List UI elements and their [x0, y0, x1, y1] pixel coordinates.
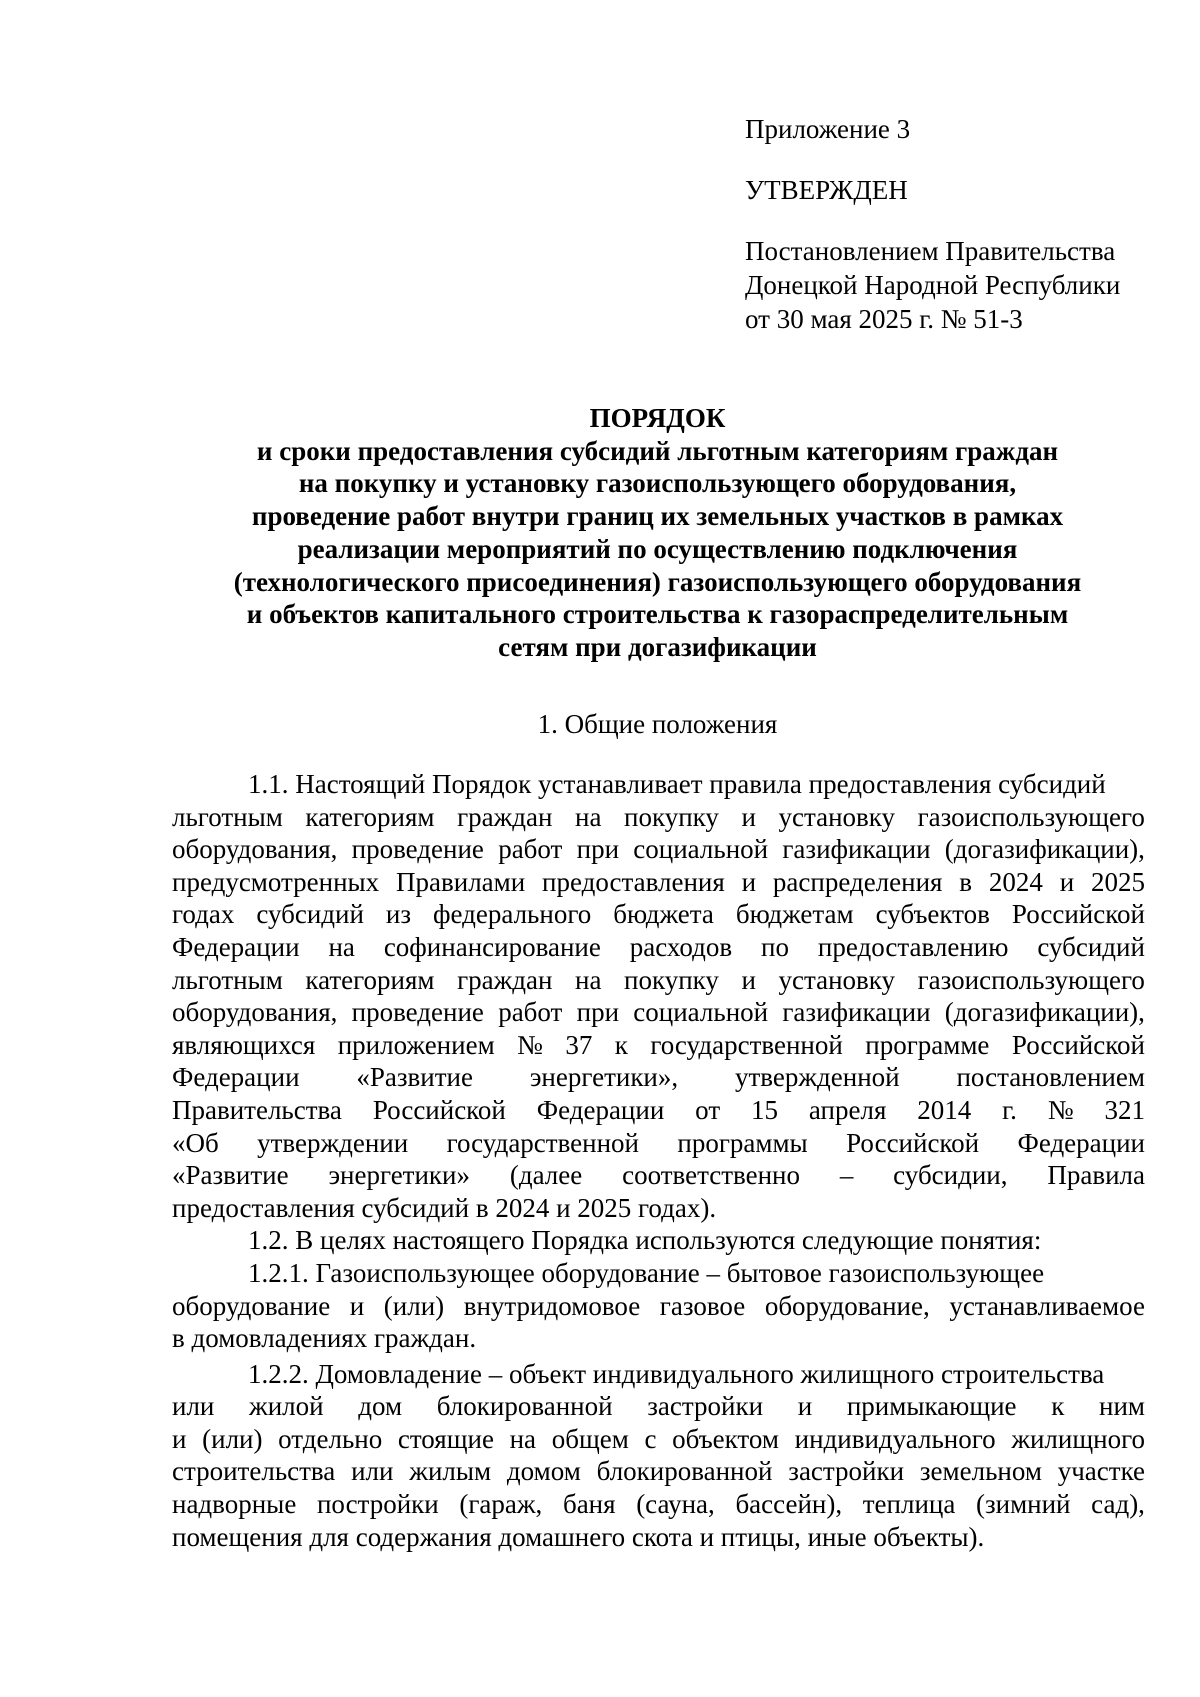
- title-line: и объектов капитального строительства к газораспределительным: [246, 599, 1069, 630]
- paragraph-line: 1.2.2. Домовладение – объект индивидуального жилищного строительства: [248, 1358, 1105, 1389]
- paragraph-line: [172, 833, 1145, 866]
- word: 321: [1104, 1094, 1145, 1125]
- paragraph-1-2: 1.2. В целях настоящего Порядка используются следующие понятия:: [248, 1225, 1042, 1256]
- word: апреля: [808, 1094, 887, 1125]
- word: №: [517, 1029, 543, 1060]
- word: 2014: [917, 1094, 972, 1125]
- word: внутридомовое: [463, 1290, 641, 1321]
- word: Правительства: [172, 1094, 342, 1125]
- decree-line: от 30 мая 2025 г. № 51-3: [745, 304, 1023, 334]
- word: 2025: [1090, 866, 1145, 897]
- word: и: [741, 866, 757, 897]
- word: государственной: [446, 1127, 640, 1158]
- word: расходов: [629, 931, 733, 962]
- word: Федерации: [172, 931, 300, 962]
- word: на: [575, 964, 602, 995]
- paragraph-1-2-2: [172, 1358, 1145, 1554]
- word: блокированной: [596, 1456, 773, 1487]
- word: по: [761, 931, 789, 962]
- word: жилой: [249, 1391, 324, 1422]
- word: энергетики»,: [529, 1062, 679, 1093]
- paragraph-line: [172, 1061, 1145, 1094]
- word: субсидии,: [893, 1160, 1008, 1191]
- word: софинансирование: [383, 931, 601, 962]
- paragraph-line: [172, 1159, 1145, 1192]
- word: домом: [506, 1456, 581, 1487]
- word: жилищного: [1011, 1423, 1145, 1454]
- word: утвержденной: [735, 1062, 900, 1093]
- word: утверждении: [257, 1127, 409, 1158]
- word: и: [741, 801, 756, 832]
- word: программы: [677, 1127, 808, 1158]
- paragraph-1-2-1: [172, 1257, 1145, 1355]
- word: (догазификации),: [944, 834, 1145, 865]
- word: баня: [562, 1489, 616, 1520]
- word: (далее: [509, 1160, 583, 1191]
- word: проведение: [351, 834, 484, 865]
- word: дом: [358, 1391, 403, 1422]
- document-body: [172, 768, 1145, 1553]
- paragraph-line: [172, 1094, 1145, 1127]
- word: и: [741, 964, 756, 995]
- word: бассейн),: [735, 1489, 843, 1520]
- word: работ: [498, 997, 563, 1028]
- paragraph-line: [172, 1455, 1145, 1488]
- word: и: [349, 1290, 365, 1321]
- word: Федерации: [1017, 1127, 1145, 1158]
- word: субъектов: [875, 899, 990, 930]
- paragraph-line: [172, 1029, 1145, 1062]
- word: категориям: [305, 964, 435, 995]
- word: ним: [1099, 1391, 1145, 1422]
- word: проведение: [351, 997, 484, 1028]
- decree-line: Постановлением Правительства: [745, 236, 1116, 266]
- word: оборудования,: [172, 834, 338, 865]
- word: с: [644, 1423, 657, 1454]
- word: Российской: [1011, 1029, 1145, 1060]
- word: энергетики»: [328, 1160, 470, 1191]
- section-heading: 1. Общие положения: [537, 709, 778, 739]
- word: на: [509, 1423, 537, 1454]
- word: Федерации: [536, 1094, 665, 1125]
- word: постройки: [316, 1489, 439, 1520]
- paragraph-line: [172, 898, 1145, 931]
- word: при: [576, 997, 620, 1028]
- word: г.: [1002, 1094, 1017, 1125]
- word: установку: [778, 801, 896, 832]
- title-line: и сроки предоставления субсидий льготным категориям граждан: [256, 435, 1059, 466]
- word: к: [1051, 1391, 1065, 1422]
- title-line: реализации мероприятий по осуществлению подключения: [297, 533, 1018, 564]
- word: (гараж,: [459, 1489, 543, 1520]
- paragraph-line: [172, 866, 1145, 899]
- word: Российской: [372, 1094, 506, 1125]
- appendix-label: Приложение 3: [745, 114, 911, 144]
- word: федерального: [433, 899, 592, 930]
- document-title: [170, 402, 1145, 664]
- word: «Об: [172, 1127, 219, 1158]
- paragraph-line: предоставления субсидий в 2024 и 2025 годах).: [172, 1192, 717, 1223]
- word: от: [695, 1094, 721, 1125]
- word: (сауна,: [636, 1489, 715, 1520]
- word: (или): [202, 1423, 263, 1454]
- word: оборудования,: [172, 997, 338, 1028]
- word: из: [385, 899, 412, 930]
- word: соответственно: [622, 1160, 800, 1191]
- word: граждан: [457, 964, 553, 995]
- word: распределения: [772, 866, 943, 897]
- word: субсидий: [1037, 931, 1145, 962]
- word: земельном: [919, 1456, 1042, 1487]
- paragraph-line: 1.2.1. Газоиспользующее оборудование – бытовое газоиспользующее: [248, 1257, 1045, 1288]
- word: и: [797, 1391, 813, 1422]
- paragraph-line: [172, 1488, 1145, 1521]
- word: работ: [498, 834, 563, 865]
- paragraph-line: [172, 996, 1145, 1029]
- word: сад),: [1091, 1489, 1145, 1520]
- paragraph-line: [172, 964, 1145, 997]
- word: 15: [751, 1094, 779, 1125]
- title-line: проведение работ внутри границ их земельных участков в рамках: [251, 501, 1064, 532]
- word: «Развитие: [356, 1062, 473, 1093]
- word: (зимний: [975, 1489, 1071, 1520]
- word: при: [576, 834, 620, 865]
- word: приложением: [337, 1029, 495, 1060]
- word: устанавливаемое: [949, 1290, 1145, 1321]
- word: установку: [778, 964, 896, 995]
- word: бюджета: [613, 899, 714, 930]
- word: или: [172, 1391, 215, 1422]
- title-line: (технологического присоединения) газоиспользующего оборудования: [233, 566, 1082, 597]
- paragraph-line: [172, 1423, 1145, 1456]
- word: строительства: [172, 1456, 336, 1487]
- title-main: ПОРЯДОК: [589, 403, 726, 433]
- word: предусмотренных: [172, 866, 380, 897]
- word: социальной: [633, 997, 769, 1028]
- word: или: [351, 1456, 394, 1487]
- word: застройки: [788, 1456, 905, 1487]
- paragraph-line: [172, 1290, 1145, 1323]
- word: покупку: [624, 801, 719, 832]
- word: годах: [172, 899, 235, 930]
- word: –: [839, 1160, 854, 1191]
- paragraph-line: в домовладениях граждан.: [172, 1323, 477, 1354]
- word: газификации: [782, 834, 931, 865]
- word: газоиспользующего: [917, 964, 1145, 995]
- paragraph-line: [172, 931, 1145, 964]
- word: (или): [383, 1290, 445, 1321]
- word: покупку: [624, 964, 719, 995]
- word: «Развитие: [172, 1160, 289, 1191]
- word: на: [328, 931, 355, 962]
- word: участке: [1057, 1456, 1145, 1487]
- word: теплица: [862, 1489, 956, 1520]
- word: в: [959, 866, 973, 897]
- word: государственной: [650, 1029, 843, 1060]
- word: Федерации: [172, 1062, 300, 1093]
- paragraph-line: [172, 1390, 1145, 1423]
- word: категориям: [305, 801, 435, 832]
- word: застройки: [647, 1391, 764, 1422]
- word: (догазификации),: [944, 997, 1145, 1028]
- word: газоиспользующего: [917, 801, 1145, 832]
- word: оборудование: [172, 1290, 331, 1321]
- word: Российской: [846, 1127, 980, 1158]
- word: жилым: [409, 1456, 492, 1487]
- paragraph-line: [172, 801, 1145, 834]
- word: граждан: [457, 801, 553, 832]
- word: стоящие: [397, 1423, 494, 1454]
- word: газификации: [782, 997, 931, 1028]
- word: отдельно: [278, 1423, 383, 1454]
- word: являющихся: [172, 1029, 316, 1060]
- word: блокированной: [436, 1391, 613, 1422]
- paragraph-line: 1.1. Настоящий Порядок устанавливает правила предоставления субсидий: [248, 769, 1106, 799]
- word: Правилами: [396, 866, 526, 897]
- word: 37: [565, 1029, 593, 1060]
- word: субсидий: [256, 899, 364, 930]
- word: надворные: [172, 1489, 297, 1520]
- word: и: [1059, 866, 1075, 897]
- word: индивидуального: [794, 1423, 996, 1454]
- title-line: на покупку и установку газоиспользующего оборудования,: [298, 468, 1017, 499]
- approved-label: УТВЕРЖДЕН: [745, 175, 908, 205]
- word: социальной: [633, 834, 769, 865]
- word: программе: [865, 1029, 990, 1060]
- word: 2024: [988, 866, 1043, 897]
- word: №: [1047, 1094, 1074, 1125]
- word: к: [614, 1029, 628, 1060]
- approval-header: [745, 112, 1165, 336]
- title-line: сетям при догазификации: [498, 631, 817, 662]
- word: общем: [551, 1423, 629, 1454]
- paragraph-line: [172, 1127, 1145, 1160]
- word: постановлением: [956, 1062, 1145, 1093]
- word: Российской: [1011, 899, 1145, 930]
- word: и: [172, 1423, 187, 1454]
- word: бюджетам: [735, 899, 854, 930]
- word: льготным: [172, 964, 283, 995]
- word: предоставлению: [817, 931, 1009, 962]
- word: оборудование,: [764, 1290, 930, 1321]
- word: на: [575, 801, 602, 832]
- word: Правила: [1047, 1160, 1145, 1191]
- decree-line: Донецкой Народной Республики: [745, 270, 1121, 300]
- paragraph-line: помещения для содержания домашнего скота и птицы, иные объекты).: [172, 1521, 985, 1552]
- word: предоставления: [542, 866, 725, 897]
- word: примыкающие: [846, 1391, 1017, 1422]
- word: льготным: [172, 801, 283, 832]
- word: объектом: [672, 1423, 779, 1454]
- word: газовое: [659, 1290, 746, 1321]
- paragraph-1-1: [172, 768, 1145, 1224]
